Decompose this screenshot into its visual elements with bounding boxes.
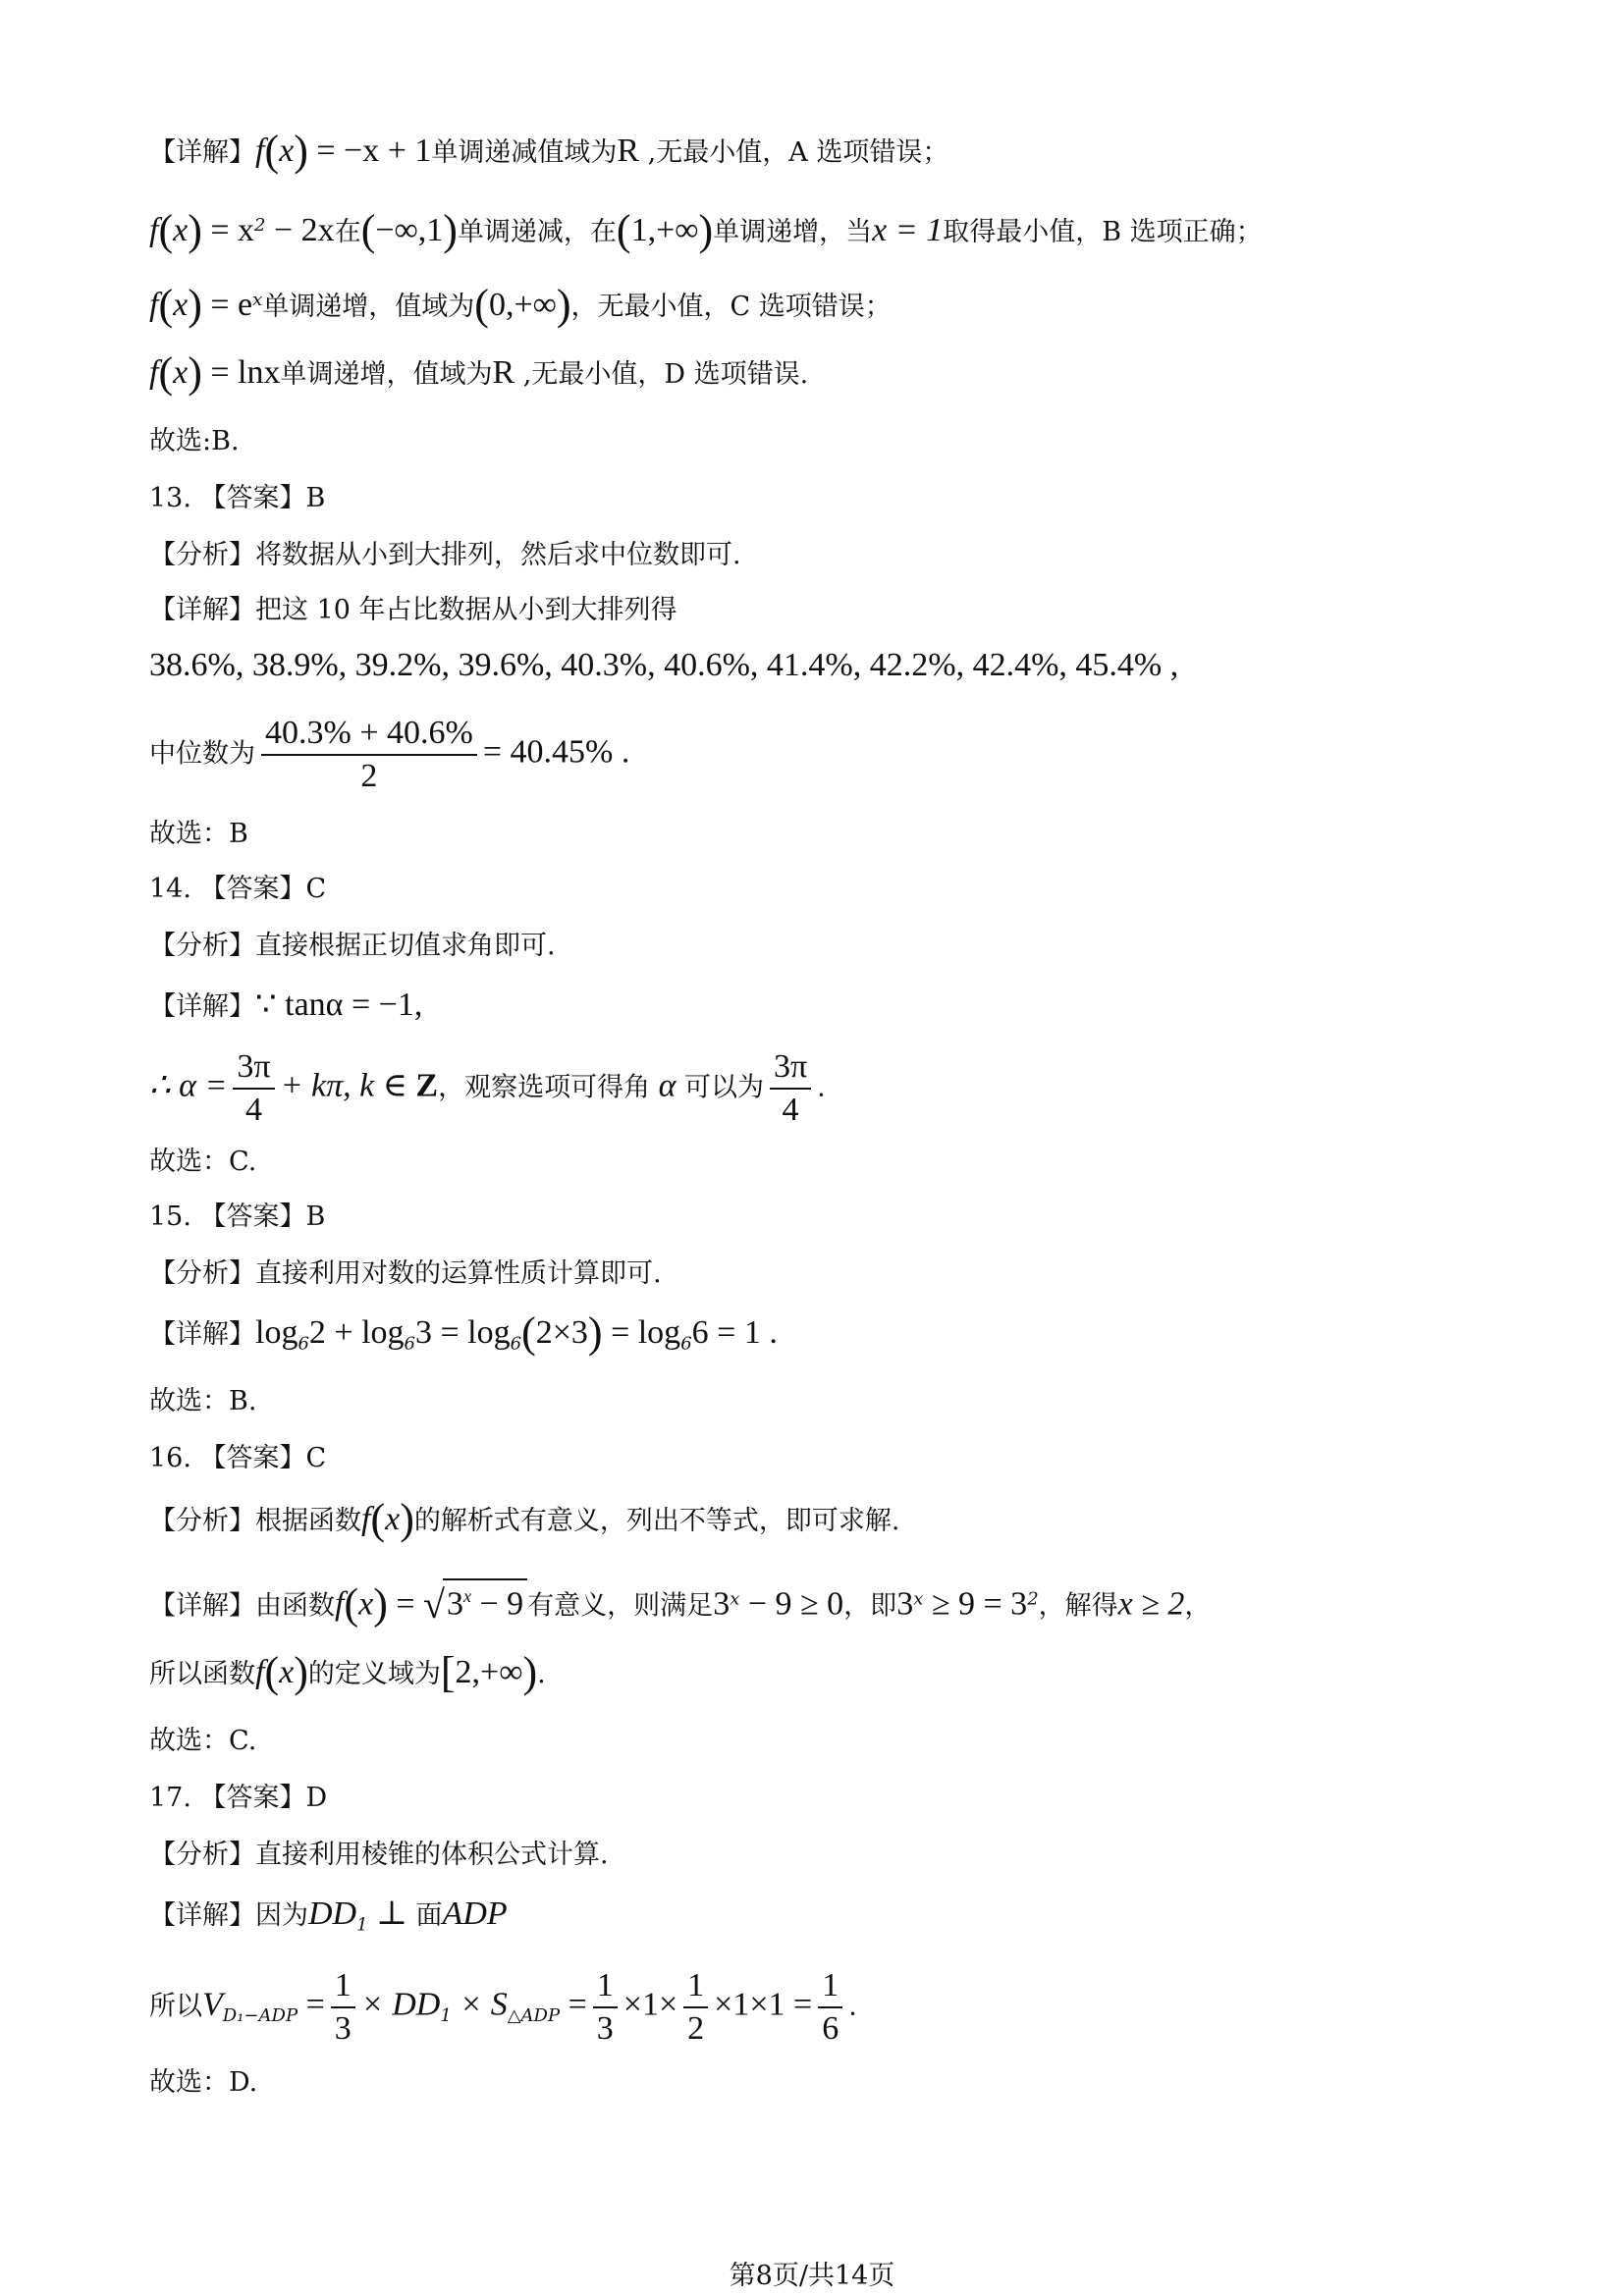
- text-run: .: [848, 1991, 857, 2022]
- math-p: ): [556, 281, 571, 329]
- math-mi: x: [358, 1585, 374, 1623]
- math-mi: x: [173, 287, 189, 323]
- text-run: 【分析】直接利用对数的运算性质计算即可.: [149, 1258, 662, 1289]
- math-mi: f: [255, 133, 265, 169]
- text-run: 单调递减，在: [457, 217, 617, 247]
- text-run: ,无最小值，A 选项错误；: [639, 137, 949, 168]
- line-l17: [149, 1200, 325, 1235]
- math-p: ): [294, 127, 308, 175]
- math-sup: x: [730, 1588, 740, 1610]
- text-run: 有意义，则满足: [527, 1590, 714, 1622]
- text-run: 面: [415, 1900, 443, 1931]
- text-run: 【详解】因为: [149, 1900, 308, 1931]
- math-sup: 2: [254, 215, 266, 236]
- math-m: ×1×: [623, 1986, 678, 2023]
- math-mi: f: [149, 212, 159, 248]
- math-p: (: [344, 1579, 359, 1629]
- line-l1: [149, 127, 949, 175]
- text-run: 故选：C.: [149, 1726, 257, 1756]
- math-mi: f: [149, 354, 159, 391]
- math-mi: V: [202, 1986, 223, 2023]
- text-run: 16. 【答案】C: [149, 1443, 327, 1473]
- text-run: 故选：C.: [149, 1147, 257, 1177]
- math-m: = x: [201, 212, 255, 248]
- text-run: 单调递增，值域为: [262, 292, 475, 322]
- fraction-numerator: 1: [683, 1967, 708, 2008]
- text-run: 【分析】直接根据正切值求角即可.: [149, 931, 556, 961]
- line-l22: [149, 1495, 900, 1543]
- math-p: (: [158, 348, 174, 397]
- text-run: 14. 【答案】C: [149, 874, 327, 904]
- fraction-denominator: 4: [245, 1092, 262, 1128]
- fraction-numerator: 3π: [770, 1048, 811, 1090]
- math-m: ⊥: [367, 1896, 416, 1932]
- text-run: ，无最小值，C 选项错误；: [570, 292, 892, 322]
- math-p: ): [373, 1579, 388, 1629]
- text-run: 【详解】把这 10 年占比数据从小到大排列得: [149, 595, 677, 625]
- fraction-numerator: 1: [818, 1967, 842, 2008]
- math-m: ∵ tanα = −1,: [255, 987, 423, 1023]
- text-run: 的解析式有意义，列出不等式，即可求解.: [413, 1506, 900, 1536]
- text-run: 【详解】: [149, 991, 255, 1022]
- text-run: 【详解】: [149, 1319, 255, 1350]
- text-run: 故选：D.: [149, 2067, 258, 2098]
- line-l9: [149, 648, 1178, 685]
- text-run: ，观察选项可得角: [438, 1072, 651, 1103]
- math-mi: x = 1: [872, 212, 944, 248]
- math-p: ): [400, 1495, 414, 1543]
- math-m: =: [560, 1986, 587, 2023]
- fraction: [261, 715, 477, 795]
- math-sub: △ADP: [507, 2004, 561, 2026]
- math-mi: x: [173, 212, 189, 248]
- fraction: [331, 1967, 355, 2048]
- math-mi: f: [255, 1654, 265, 1690]
- text-run: .: [817, 1072, 826, 1103]
- text-run: 单调递增，值域为: [280, 359, 493, 390]
- fraction-denominator: 2: [360, 758, 378, 794]
- math-m: − 9 ≥ 0: [739, 1585, 844, 1623]
- page-footer: 第8页/共14页: [729, 2261, 895, 2291]
- math-m: 0,+∞: [488, 287, 557, 323]
- math-m: − 2x: [265, 212, 335, 248]
- math-p: ): [587, 1308, 603, 1357]
- math-m: ≥ 9 = 3: [923, 1585, 1028, 1623]
- line-l19: [149, 1308, 778, 1362]
- math-sub: D₁−ADP: [222, 2004, 298, 2026]
- math-p: (: [370, 1495, 386, 1543]
- math-p: (: [158, 281, 174, 329]
- text-run: 【分析】将数据从小到大排列，然后求中位数即可.: [149, 540, 741, 570]
- fraction: [233, 1048, 274, 1129]
- fraction: [770, 1048, 811, 1129]
- line-l21: [149, 1441, 326, 1476]
- math-p: ): [294, 1648, 308, 1696]
- math-mi: α: [650, 1067, 684, 1104]
- math-sub: 6: [298, 1333, 309, 1355]
- line-l13: [149, 929, 556, 964]
- line-l18: [149, 1256, 662, 1292]
- math-m: = log: [602, 1314, 681, 1351]
- math-mi: f: [361, 1501, 371, 1537]
- math-p: (: [616, 206, 631, 254]
- text-run: 所以函数: [149, 1659, 255, 1689]
- line-l3: [149, 281, 892, 329]
- math-mi: x: [173, 354, 189, 391]
- text-run: .: [537, 1659, 546, 1689]
- fraction: [683, 1967, 708, 2048]
- math-mi: x: [385, 1501, 401, 1537]
- square-root: [423, 1582, 527, 1628]
- math-sup: x: [913, 1588, 924, 1610]
- line-l28: [149, 1896, 508, 1943]
- line-l2: [149, 206, 1263, 254]
- math-m: 3: [896, 1585, 914, 1623]
- math-sup: 2: [1027, 1588, 1039, 1610]
- text-run: 【详解】由函数: [149, 1590, 335, 1622]
- text-run: 13. 【答案】B: [149, 483, 326, 513]
- line-l20: [149, 1384, 256, 1419]
- math-p: ): [443, 206, 458, 254]
- line-l8: [149, 593, 677, 628]
- text-run: 单调递减值域为: [431, 137, 618, 168]
- math-p: (: [264, 1648, 280, 1696]
- text-run: 故选：B.: [149, 1386, 257, 1416]
- math-m: 1,+∞: [630, 212, 699, 248]
- math-mi: DD: [308, 1896, 357, 1932]
- line-l7: [149, 538, 741, 573]
- math-p: (: [360, 206, 376, 254]
- math-mi: x: [279, 1654, 295, 1690]
- math-p: [: [440, 1648, 456, 1696]
- line-l16: [149, 1145, 256, 1180]
- math-m: =: [298, 1986, 325, 2023]
- math-m: 38.6%, 38.9%, 39.2%, 39.6%, 40.3%, 40.6%, 41.4%, 42.2%, 42.4%, 45.4% ,: [149, 647, 1179, 683]
- math-p: (: [264, 127, 280, 175]
- text-run: ，解得: [1038, 1590, 1118, 1622]
- math-m: = −x + 1: [307, 133, 432, 169]
- line-l27: [149, 1838, 609, 1873]
- line-l25: [149, 1724, 256, 1759]
- math-m: 2×3: [535, 1314, 588, 1351]
- math-sub: 6: [510, 1333, 522, 1355]
- math-p: ): [698, 206, 714, 254]
- text-run: ,无最小值，D 选项错误.: [514, 359, 809, 390]
- math-m: R: [492, 354, 515, 391]
- fraction-denominator: 2: [687, 2010, 705, 2047]
- math-p: ): [188, 206, 202, 254]
- text-run: 17. 【答案】D: [149, 1783, 328, 1813]
- math-m: 3: [713, 1585, 731, 1623]
- math-m: = lnx: [201, 354, 281, 391]
- math-mi: × S: [451, 1986, 508, 2023]
- math-mi: ADP: [442, 1896, 508, 1932]
- line-l11: [149, 817, 248, 852]
- radicand-exponent: x: [463, 1586, 471, 1606]
- text-run: 故选：B: [149, 819, 248, 849]
- radicand: [443, 1578, 527, 1623]
- math-mi: ∴ α =: [149, 1067, 228, 1104]
- math-m: −∞,1: [375, 212, 444, 248]
- math-mi: + kπ, k ∈: [280, 1067, 416, 1104]
- line-l14: [149, 988, 422, 1025]
- line-l26: [149, 1781, 327, 1816]
- math-bold: Z: [415, 1067, 439, 1104]
- math-mi: × DD: [360, 1986, 441, 2023]
- math-sub: 6: [680, 1333, 692, 1355]
- text-run: 取得最小值，B 选项正确；: [943, 217, 1263, 247]
- math-mi: f: [335, 1585, 345, 1623]
- fraction-denominator: 3: [596, 2010, 614, 2047]
- math-sub: 1: [356, 1914, 368, 1936]
- math-p: ): [188, 281, 202, 329]
- text-run: 所以: [149, 1991, 202, 2022]
- math-m: = 40.45% .: [482, 733, 630, 771]
- text-run: 的定义域为: [307, 1659, 441, 1689]
- math-m: ×1×1 =: [714, 1986, 813, 2023]
- math-p: ): [522, 1648, 538, 1696]
- line-l6: [149, 481, 325, 516]
- fraction-numerator: 1: [593, 1967, 618, 2008]
- fraction-denominator: 3: [334, 2010, 352, 2047]
- math-sub: 6: [404, 1333, 415, 1355]
- fraction-numerator: 1: [331, 1967, 355, 2008]
- math-m: 2 + log: [308, 1314, 405, 1351]
- text-run: 中位数为: [149, 738, 255, 770]
- math-m: = e: [201, 287, 253, 323]
- math-p: (: [474, 281, 489, 329]
- radicand-base: 3: [447, 1585, 463, 1623]
- fraction: [818, 1967, 842, 2048]
- fraction-numerator: 40.3% + 40.6%: [261, 715, 477, 756]
- text-run: ，: [1184, 1590, 1212, 1622]
- math-p: (: [521, 1308, 536, 1357]
- math-sub: 1: [440, 2004, 452, 2026]
- math-m: 3 = log: [414, 1314, 511, 1351]
- math-p: (: [158, 206, 174, 254]
- line-l4: [149, 348, 809, 397]
- math-mi: x ≥ 2: [1117, 1585, 1185, 1623]
- radical-sign-icon: √: [423, 1582, 445, 1628]
- text-run: 单调递增，当: [713, 217, 873, 247]
- math-m: R: [617, 133, 640, 169]
- text-run: 在: [334, 217, 361, 247]
- math-m: log: [255, 1314, 298, 1351]
- math-m: 6 = 1 .: [691, 1314, 778, 1351]
- line-l24: [149, 1648, 546, 1696]
- fraction-denominator: 4: [782, 1092, 799, 1128]
- line-l5: [149, 424, 240, 459]
- text-run: 故选:B.: [149, 426, 240, 456]
- line-l12: [149, 872, 326, 907]
- line-l29: [149, 1967, 857, 2048]
- math-m: 2,+∞: [455, 1654, 523, 1690]
- math-mi: x: [279, 133, 295, 169]
- math-p: ): [188, 348, 202, 397]
- text-run: 可以为: [683, 1072, 764, 1103]
- text-run: 【分析】根据函数: [149, 1506, 361, 1536]
- text-run: ，即: [843, 1590, 897, 1622]
- fraction: [593, 1967, 618, 2048]
- math-sup: x: [252, 290, 263, 310]
- line-l10: [149, 715, 629, 795]
- math-mi: f: [149, 287, 159, 323]
- math-m: =: [387, 1585, 424, 1623]
- fraction-numerator: 3π: [233, 1048, 274, 1090]
- text-run: 【分析】直接利用棱锥的体积公式计算.: [149, 1840, 609, 1870]
- fraction-denominator: 6: [822, 2010, 839, 2047]
- radicand-rest: − 9: [471, 1585, 524, 1623]
- text-run: 15. 【答案】B: [149, 1201, 326, 1232]
- text-run: 【详解】: [149, 137, 255, 168]
- line-l23: [149, 1578, 1212, 1629]
- line-l30: [149, 2065, 257, 2101]
- line-l15: [149, 1048, 826, 1129]
